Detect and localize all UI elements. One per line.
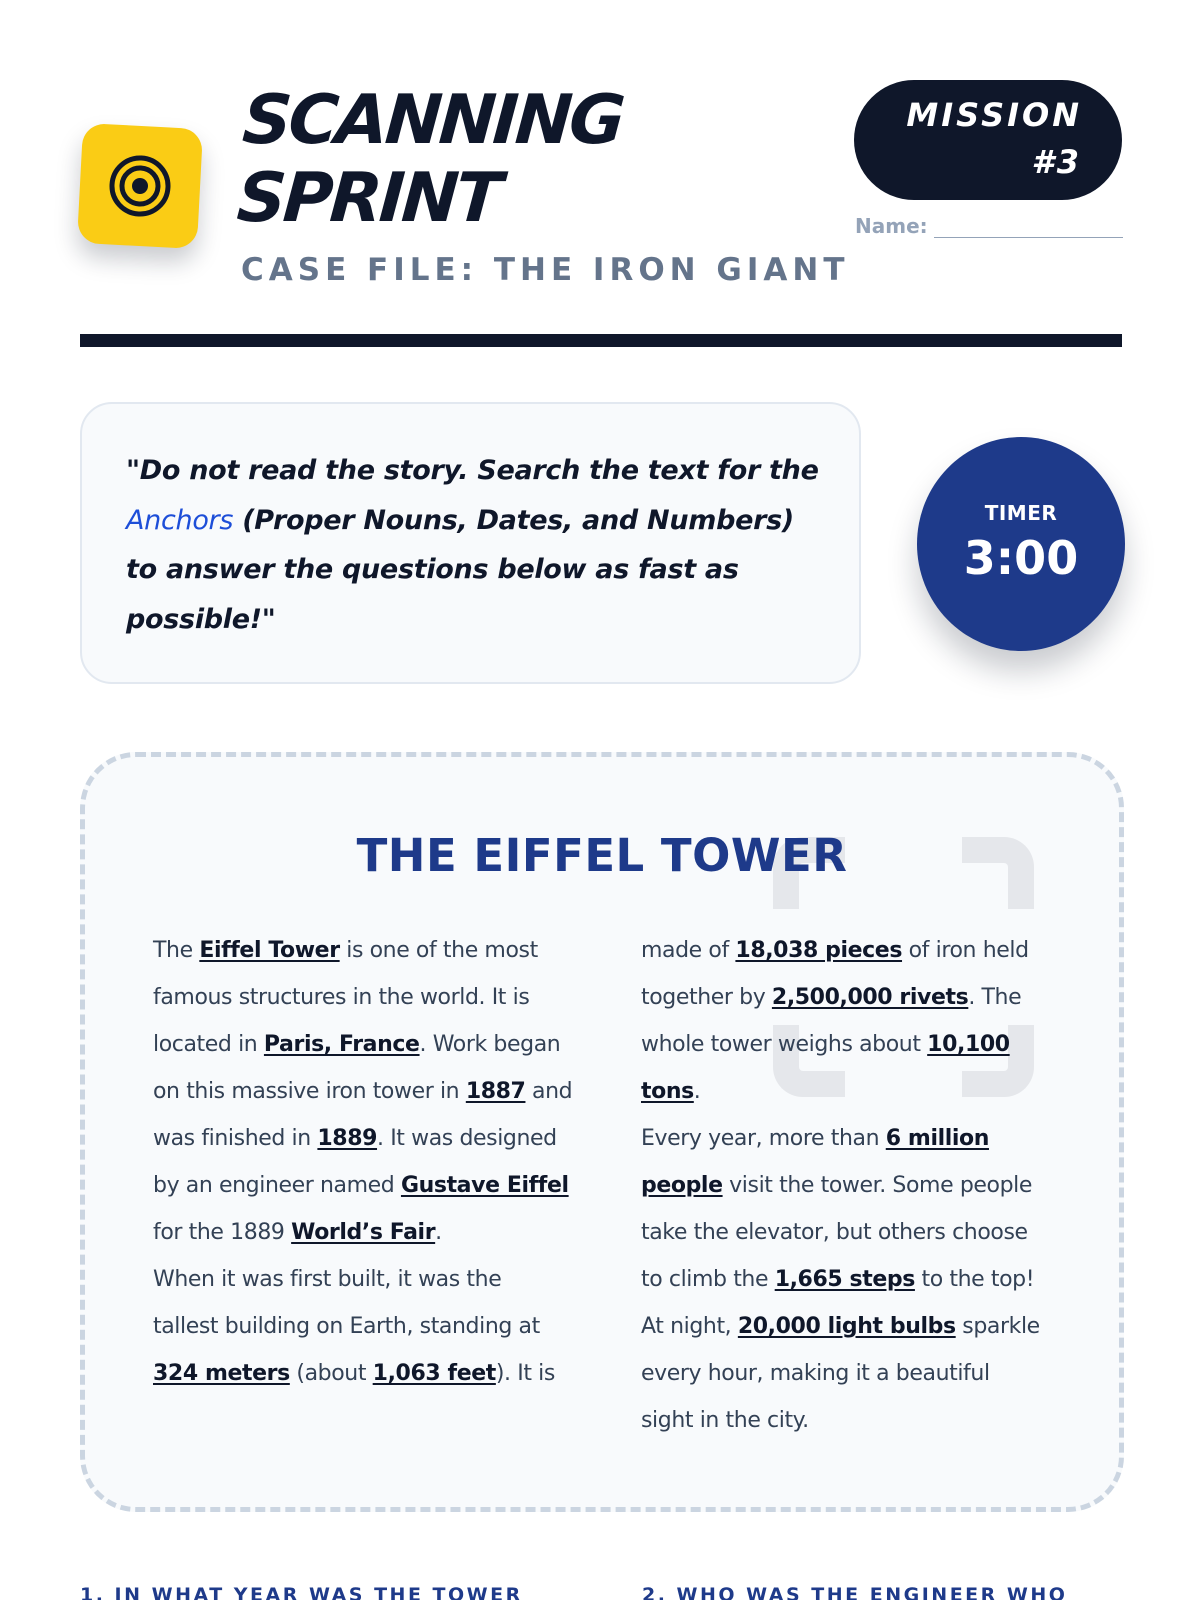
text-run: to the top! At night, [641, 1267, 1035, 1339]
anchor-term: 1887 [465, 1079, 526, 1104]
question-1: 1. IN WHAT YEAR WAS THE TOWER [80, 1584, 523, 1600]
instructions-text-start: "Do not read the story. Search the text for the [126, 455, 819, 486]
passage-column-right [641, 927, 1041, 1444]
page-title [235, 82, 766, 238]
anchor-term: 20,000 light bulbs [737, 1314, 956, 1339]
instructions-text-rest: (Proper Nouns, Dates, and Numbers) to answer the questions below as fast as possible!" [126, 504, 794, 635]
mission-number: #3 [1031, 143, 1082, 181]
anchor-term: 324 meters [153, 1361, 290, 1386]
anchor-term: 6 million people [641, 1126, 989, 1198]
text-run: The [153, 938, 200, 963]
anchor-term: 1,063 feet [372, 1361, 496, 1386]
text-run: made of [641, 938, 736, 963]
timer-label: TIMER [984, 501, 1058, 525]
title-line-2: SPRINT [234, 159, 502, 238]
anchor-term: 1,665 steps [774, 1267, 915, 1292]
anchor-term: 10,100 tons [641, 1032, 1010, 1104]
case-file-subtitle: CASE FILE: THE IRON GIANT [241, 252, 850, 288]
text-run: for the 1889 [153, 1220, 292, 1245]
timer-value: 3:00 [963, 531, 1079, 585]
name-label: Name: [855, 214, 928, 238]
anchor-term: Eiffel Tower [199, 938, 340, 963]
text-run: ). It is [495, 1361, 555, 1386]
target-icon [106, 152, 173, 219]
paragraph [641, 1115, 1041, 1444]
paragraph [153, 1256, 573, 1397]
anchor-term: 2,500,000 rivets [771, 985, 969, 1010]
anchor-term: 18,038 pieces [735, 938, 903, 963]
text-run: visit the tower. Some people take the elevator, but others choose to climb the [641, 1173, 1032, 1292]
text-run: and was finished in [153, 1079, 573, 1151]
text-run: . Work began on this massive iron tower in [153, 1032, 561, 1104]
passage-column-left [153, 927, 573, 1397]
passage-card [80, 752, 1124, 1512]
instructions-box [80, 402, 861, 684]
anchor-term: Gustave Eiffel [400, 1173, 569, 1198]
question-2: 2. WHO WAS THE ENGINEER WHO [642, 1584, 1068, 1600]
paragraph [641, 927, 1041, 1115]
text-run: . It was designed by an engineer named [153, 1126, 557, 1198]
text-run: (about [289, 1361, 373, 1386]
title-line-1: SCANNING [240, 81, 625, 160]
name-field [855, 214, 1123, 238]
text-run: Every year, more than [641, 1126, 886, 1151]
text-run: . [693, 1079, 701, 1104]
anchor-term: Paris, France [263, 1032, 420, 1057]
logo-badge [77, 123, 203, 249]
mission-label: MISSION [906, 96, 1082, 134]
mission-badge [854, 80, 1122, 200]
text-run: is one of the most famous structures in the world. It is located in [153, 938, 538, 1057]
name-blank-line[interactable] [934, 218, 1123, 238]
paragraph [153, 927, 573, 1256]
text-run: When it was first built, it was the tallest building on Earth, standing at [153, 1267, 540, 1339]
anchor-term: 1889 [317, 1126, 378, 1151]
timer-badge [917, 437, 1125, 651]
anchors-keyword: Anchors [126, 504, 234, 536]
text-run: . [435, 1220, 442, 1245]
passage-title: THE EIFFEL TOWER [356, 829, 848, 882]
text-run: sparkle every hour, making it a beautiful sight in the city. [641, 1314, 1040, 1433]
header-divider [80, 334, 1122, 347]
text-run: of iron held together by [641, 938, 1029, 1010]
text-run: . The whole tower weighs about [641, 985, 1022, 1057]
anchor-term: World’s Fair [291, 1220, 436, 1245]
